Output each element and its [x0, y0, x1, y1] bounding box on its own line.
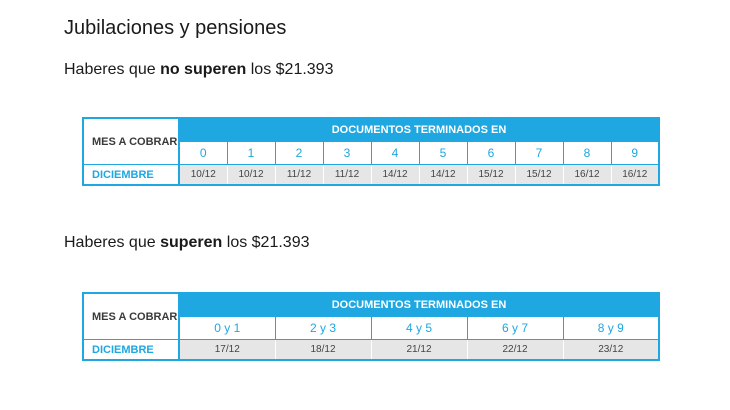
payment-date-cell: 11/12	[275, 165, 323, 186]
document-digit-header: 7	[515, 142, 563, 165]
section-1-subtitle-pre: Haberes que	[64, 61, 161, 78]
payment-date-cell: 17/12	[179, 340, 275, 361]
document-digit-header: 6	[467, 142, 515, 165]
page-title: Jubilaciones y pensiones	[64, 17, 287, 39]
payment-date-cell: 21/12	[371, 340, 467, 361]
payment-date-cell: 16/12	[563, 165, 611, 186]
payment-date-cell: 14/12	[371, 165, 419, 186]
section-1-subtitle	[64, 61, 333, 79]
payment-date-cell: 23/12	[563, 340, 659, 361]
row-label-month: DICIEMBRE	[83, 340, 179, 361]
document-digit-header: 2	[275, 142, 323, 165]
payment-date-cell: 15/12	[515, 165, 563, 186]
document-digit-header: 0	[179, 142, 227, 165]
payment-date-cell: 10/12	[179, 165, 227, 186]
payment-date-cell: 18/12	[275, 340, 371, 361]
document-digit-header: 0 y 1	[179, 317, 275, 340]
section-2-subtitle-bold: superen	[160, 234, 223, 251]
month-header: MES A COBRAR	[83, 118, 179, 165]
document-digit-header: 6 y 7	[467, 317, 563, 340]
section-2-subtitle-post: los $21.393	[222, 234, 310, 251]
document-digit-header: 8	[563, 142, 611, 165]
section-2-subtitle-pre: Haberes que	[64, 234, 161, 251]
row-label-month: DICIEMBRE	[83, 165, 179, 186]
documents-group-header: DOCUMENTOS TERMINADOS EN	[179, 293, 659, 317]
payment-date-cell: 15/12	[467, 165, 515, 186]
document-digit-header: 1	[227, 142, 275, 165]
payment-date-cell: 11/12	[323, 165, 371, 186]
payment-date-cell: 22/12	[467, 340, 563, 361]
document-digit-header: 4 y 5	[371, 317, 467, 340]
document-digit-header: 8 y 9	[563, 317, 659, 340]
section-2-subtitle	[64, 234, 310, 252]
document-digit-header: 9	[611, 142, 659, 165]
document-digit-header: 2 y 3	[275, 317, 371, 340]
payment-date-cell: 16/12	[611, 165, 659, 186]
schedule-table-no-superen	[82, 117, 660, 186]
documents-group-header: DOCUMENTOS TERMINADOS EN	[179, 118, 659, 142]
payment-date-cell: 10/12	[227, 165, 275, 186]
payment-date-cell: 14/12	[419, 165, 467, 186]
document-digit-header: 5	[419, 142, 467, 165]
section-1-subtitle-bold: no superen	[160, 61, 247, 78]
month-header: MES A COBRAR	[83, 293, 179, 340]
document-digit-header: 3	[323, 142, 371, 165]
section-1-subtitle-post: los $21.393	[246, 61, 334, 78]
document-digit-header: 4	[371, 142, 419, 165]
schedule-table-superen	[82, 292, 660, 361]
